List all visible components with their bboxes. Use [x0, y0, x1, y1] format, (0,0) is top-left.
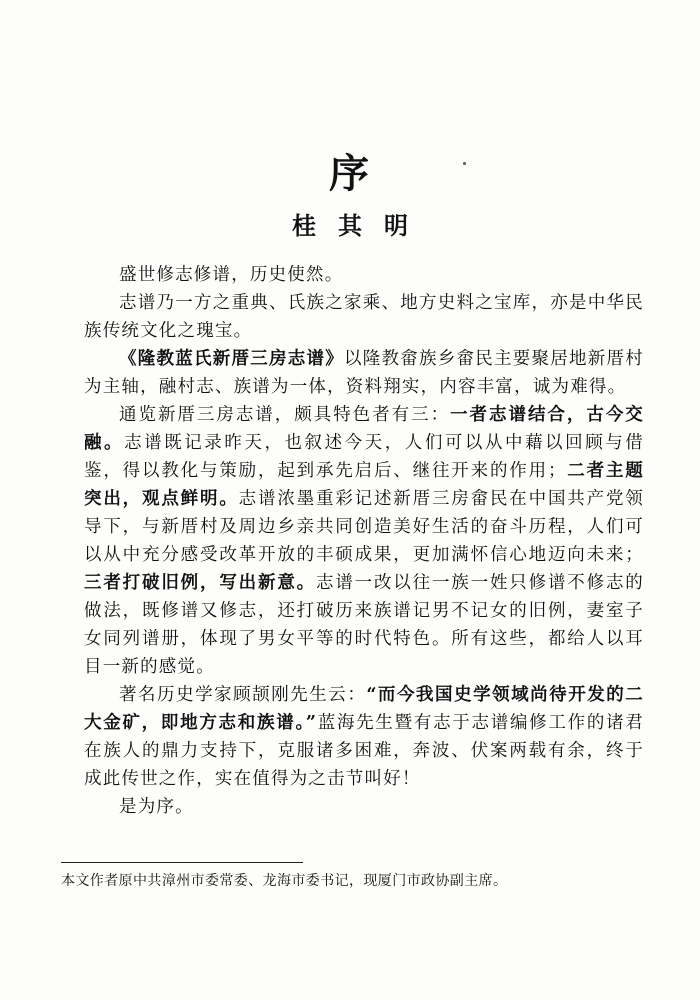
paragraph-3-text: 以隆教畲族乡畲民主要聚居地新厝村为主轴，融村志、族谱为一体，资料翔实，内容丰富，诚为难得。	[84, 349, 645, 397]
paragraph-6: 是为序。	[119, 797, 194, 817]
quote-emphasis: “而今我国史学领域尚待开发的二大金矿，即地方志和族谱。”	[84, 685, 644, 733]
paragraph-4-intro: 通览新厝三房志谱，颇具特色者有三：	[119, 405, 451, 425]
feature-2-emphasis: 二者主题突出，观点鲜明。	[84, 461, 644, 509]
paragraph-5	[84, 681, 644, 793]
paragraph-1: 盛世修志修谱，历史使然。	[119, 265, 344, 285]
book-title-emphasis: 《隆教蓝氏新厝三房志谱》	[119, 349, 345, 369]
page-title: 序	[329, 150, 371, 197]
scan-speck	[463, 162, 466, 165]
paragraph-5-text: 蓝海先生暨有志于志谱编修工作的诸君在族人的鼎力支持下，克服诸多困难，奔波、伏案两载有余，终于成此传世之作，实在值得为之击节叫好！	[84, 713, 644, 789]
author-name: 桂其明	[292, 211, 430, 240]
feature-3-emphasis: 三者打破旧例，写出新意。	[84, 573, 316, 593]
footnote-divider	[61, 862, 303, 863]
feature-1-text: 志谱既记录昨天，也叙述今天，人们可以从中藉以回顾与借鉴，得以教化与策励，起到承先启后、继往开来的作用；	[84, 433, 645, 481]
paragraph-3	[84, 345, 644, 401]
paragraph-2: 志谱乃一方之重典、氏族之家乘、地方史料之宝库，亦是中华民族传统文化之瑰宝。	[84, 293, 644, 341]
preface-body	[84, 261, 644, 821]
footnote: 本文作者原中共漳州市委常委、龙海市委书记，现厦门市政协副主席。	[61, 873, 508, 889]
feature-1-emphasis: 一者志谱结合，古今交融。	[84, 405, 645, 453]
paragraph-5-intro: 著名历史学家顾颉刚先生云：	[119, 685, 367, 705]
feature-2-text: 志谱浓墨重彩记述新厝三房畲民在中国共产党领导下，与新厝村及周边乡亲共同创造美好生活的奋斗历程，人们可以从中充分感受改革开放的丰硕成果，更加满怀信心地迈向未来；	[84, 489, 644, 565]
paragraph-4	[84, 401, 644, 681]
feature-3-text: 志谱一改以往一族一姓只修谱不修志的做法，既修谱又修志，还打破历来族谱记男不记女的旧例，妻室子女同列谱册，体现了男女平等的时代特色。所有这些，都给人以耳目一新的感觉。	[84, 573, 644, 677]
